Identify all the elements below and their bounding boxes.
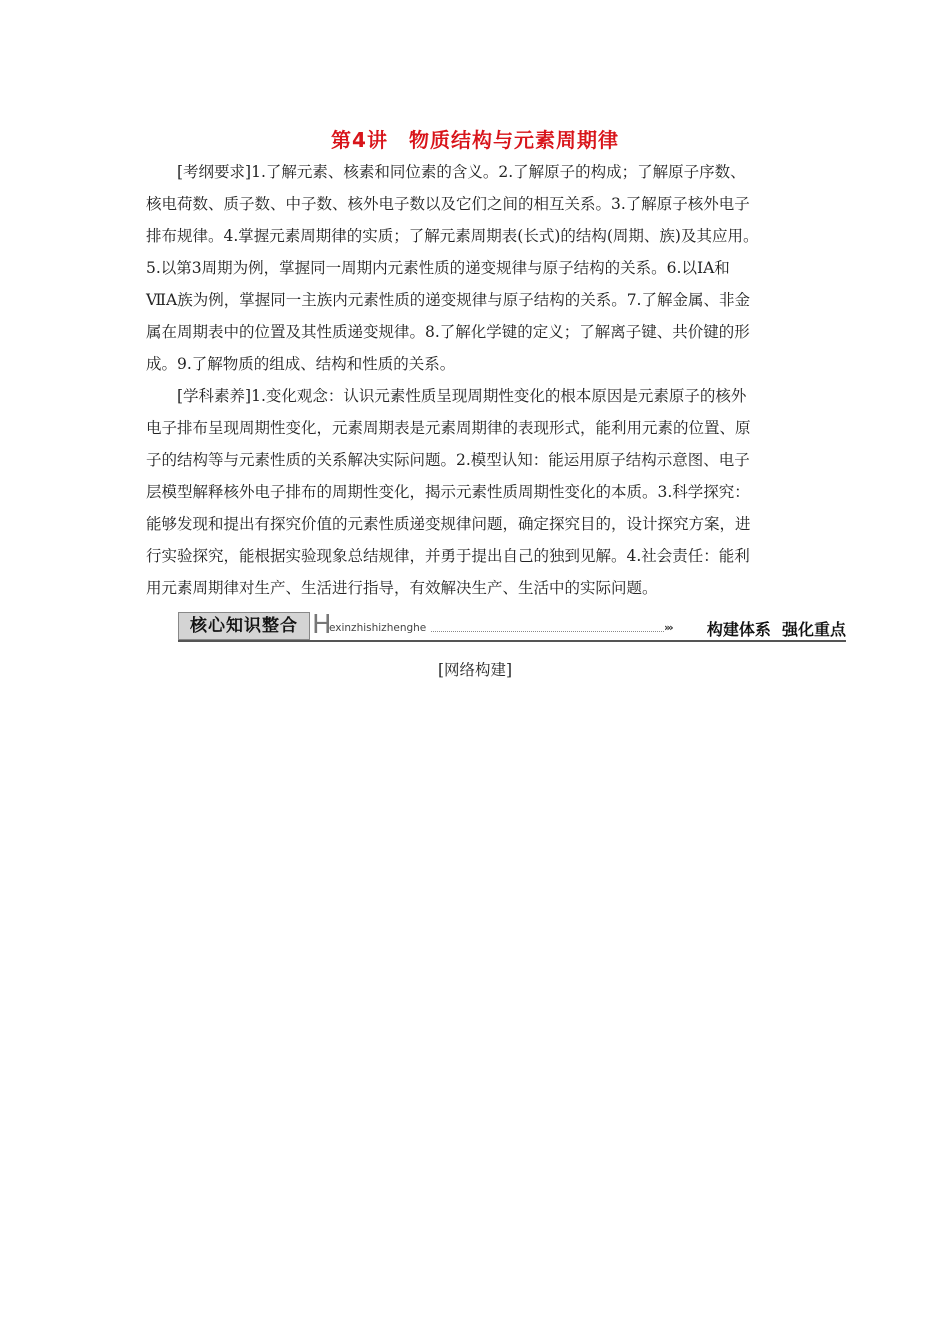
lesson-title: 第4讲 物质结构与元素周期律 [331, 128, 619, 152]
text-line: 行实验探究，能根据实验现象总结规律，并勇于提出自己的独到见解。4.社会责任：能利 [146, 547, 750, 565]
text-line: 子的结构等与元素性质的关系解决实际问题。2.模型认知：能运用原子结构示意图、电子 [146, 451, 750, 469]
section-subheading: [网络构建] [437, 661, 513, 679]
chevrons-right-icon: ››› [664, 621, 672, 634]
text-line: [考纲要求]1.了解元素、核素和同位素的含义。2.了解原子的构成；了解原子序数、 [146, 163, 746, 181]
text-line: 核电荷数、质子数、中子数、核外电子数以及它们之间的相互关系。3.了解原子核外电子 [146, 195, 750, 213]
text-line: 排布规律。4.掌握元素周期律的实质；了解元素周期表(长式)的结构(周期、族)及其应用。 [146, 227, 759, 245]
section-banner [178, 612, 846, 642]
text-line: 5.以第3周期为例，掌握同一周期内元素性质的递变规律与原子结构的关系。6.以ⅠA和 [146, 259, 730, 277]
text-line: ⅦA族为例，掌握同一主族内元素性质的递变规律与原子结构的关系。7.了解金属、非金 [146, 291, 750, 309]
banner-underline [178, 640, 846, 642]
text-line: 层模型解释核外电子排布的周期性变化，揭示元素性质周期性变化的本质。3.科学探究： [146, 483, 750, 501]
text-line: 成。9.了解物质的组成、结构和性质的关系。 [146, 355, 456, 373]
text-line: 能够发现和提出有探究价值的元素性质递变规律问题，确定探究目的，设计探究方案，进 [146, 515, 751, 533]
banner-initial: H [312, 610, 332, 640]
text-line: [学科素养]1.变化观念：认识元素性质呈现周期性变化的根本原因是元素原子的核外 [146, 387, 747, 405]
dotted-divider [431, 631, 664, 632]
banner-slogan: 构建体系 强化重点 [706, 620, 846, 639]
subject-literacy-paragraph [146, 380, 808, 604]
text-line: 电子排布呈现周期性变化，元素周期表是元素周期律的表现形式，能利用元素的位置、原 [146, 419, 751, 437]
banner-label: 核心知识整合 [178, 612, 310, 640]
banner-pinyin: exinzhishizhenghe [329, 622, 427, 634]
exam-requirements-paragraph [146, 156, 808, 380]
text-line: 用元素周期律对生产、生活进行指导，有效解决生产、生活中的实际问题。 [146, 579, 658, 597]
text-line: 属在周期表中的位置及其性质递变规律。8.了解化学键的定义；了解离子键、共价键的形 [146, 323, 750, 341]
